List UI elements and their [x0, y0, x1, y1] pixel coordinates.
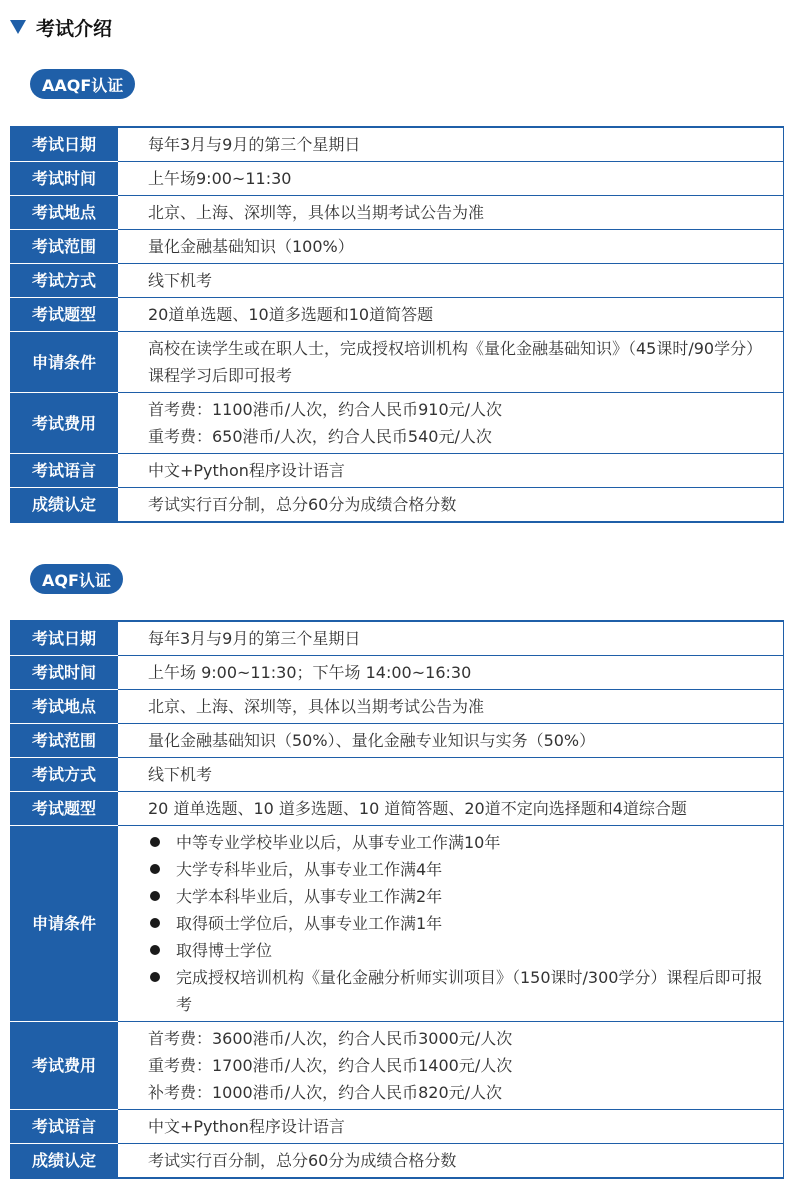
row-value: 线下机考 [118, 264, 784, 298]
row-value: 20道单选题、10道多选题和10道简答题 [118, 298, 784, 332]
row-label: 成绩认定 [11, 488, 118, 523]
aqf-table [10, 620, 784, 1179]
section-header [10, 12, 112, 42]
table-row [11, 230, 784, 264]
row-label: 考试日期 [11, 621, 118, 656]
table-row [11, 792, 784, 826]
row-label: 考试费用 [11, 393, 118, 454]
row-value: 量化金融基础知识（50%）、量化金融专业知识与实务（50%） [118, 724, 784, 758]
table-row [11, 826, 784, 1022]
table-row [11, 393, 784, 454]
list-item: 大学专科毕业后，从事专业工作满4年 [148, 856, 769, 883]
row-value: 每年3月与9月的第三个星期日 [118, 621, 784, 656]
table-row [11, 162, 784, 196]
list-item: 中等专业学校毕业以后，从事专业工作满10年 [148, 829, 769, 856]
row-label: 考试费用 [11, 1022, 118, 1110]
fee-line: 重考费：650港币/人次，约合人民币540元/人次 [148, 427, 492, 446]
row-label: 考试方式 [11, 758, 118, 792]
row-label: 申请条件 [11, 826, 118, 1022]
table-row [11, 758, 784, 792]
row-label: 考试时间 [11, 656, 118, 690]
row-value: 线下机考 [118, 758, 784, 792]
table-row [11, 264, 784, 298]
table-row [11, 724, 784, 758]
fee-line: 重考费：1700港币/人次，约合人民币1400元/人次 [148, 1056, 513, 1075]
row-label: 成绩认定 [11, 1144, 118, 1179]
row-value: 北京、上海、深圳等，具体以当期考试公告为准 [118, 690, 784, 724]
table-row [11, 488, 784, 523]
row-value [118, 393, 784, 454]
row-value [118, 826, 784, 1022]
row-value: 考试实行百分制，总分60分为成绩合格分数 [118, 488, 784, 523]
row-label: 考试范围 [11, 230, 118, 264]
row-label: 考试地点 [11, 196, 118, 230]
fee-line: 首考费：3600港币/人次，约合人民币3000元/人次 [148, 1029, 513, 1048]
row-value: 20 道单选题、10 道多选题、10 道简答题、20道不定向选择题和4道综合题 [118, 792, 784, 826]
row-label: 考试题型 [11, 792, 118, 826]
aaqf-badge: AAQF认证 [30, 69, 135, 99]
row-label: 考试日期 [11, 127, 118, 162]
table-row [11, 656, 784, 690]
row-label: 考试语言 [11, 1110, 118, 1144]
row-label: 考试方式 [11, 264, 118, 298]
page-title: 考试介绍 [36, 17, 113, 40]
row-value [118, 1022, 784, 1110]
row-label: 考试语言 [11, 454, 118, 488]
row-label: 考试题型 [11, 298, 118, 332]
row-value: 高校在读学生或在职人士，完成授权培训机构《量化金融基础知识》（45课时/90学分）课程学习后即可报考 [118, 332, 784, 393]
row-label: 考试地点 [11, 690, 118, 724]
condition-list [148, 829, 769, 1018]
fee-line: 首考费：1100港币/人次，约合人民币910元/人次 [148, 400, 503, 419]
row-label: 考试范围 [11, 724, 118, 758]
table-row [11, 332, 784, 393]
row-value: 量化金融基础知识（100%） [118, 230, 784, 264]
list-item: 取得硕士学位后，从事专业工作满1年 [148, 910, 769, 937]
table-row [11, 454, 784, 488]
table-row [11, 1144, 784, 1179]
row-value: 上午场 9:00~11:30；下午场 14:00~16:30 [118, 656, 784, 690]
row-value: 中文+Python程序设计语言 [118, 454, 784, 488]
table-row [11, 127, 784, 162]
row-value: 每年3月与9月的第三个星期日 [118, 127, 784, 162]
aqf-badge: AQF认证 [30, 564, 123, 594]
table-row [11, 1022, 784, 1110]
table-row [11, 298, 784, 332]
list-item: 完成授权培训机构《量化金融分析师实训项目》（150课时/300学分）课程后即可报考 [148, 964, 769, 1018]
row-value: 北京、上海、深圳等，具体以当期考试公告为准 [118, 196, 784, 230]
row-value: 中文+Python程序设计语言 [118, 1110, 784, 1144]
row-value: 考试实行百分制，总分60分为成绩合格分数 [118, 1144, 784, 1179]
row-label: 考试时间 [11, 162, 118, 196]
table-row [11, 196, 784, 230]
aaqf-table [10, 126, 784, 523]
list-item: 取得博士学位 [148, 937, 769, 964]
table-row [11, 1110, 784, 1144]
table-row [11, 690, 784, 724]
table-row [11, 621, 784, 656]
row-value: 上午场9:00~11:30 [118, 162, 784, 196]
triangle-down-icon [10, 20, 26, 34]
row-label: 申请条件 [11, 332, 118, 393]
fee-line: 补考费：1000港币/人次，约合人民币820元/人次 [148, 1083, 503, 1102]
list-item: 大学本科毕业后，从事专业工作满2年 [148, 883, 769, 910]
